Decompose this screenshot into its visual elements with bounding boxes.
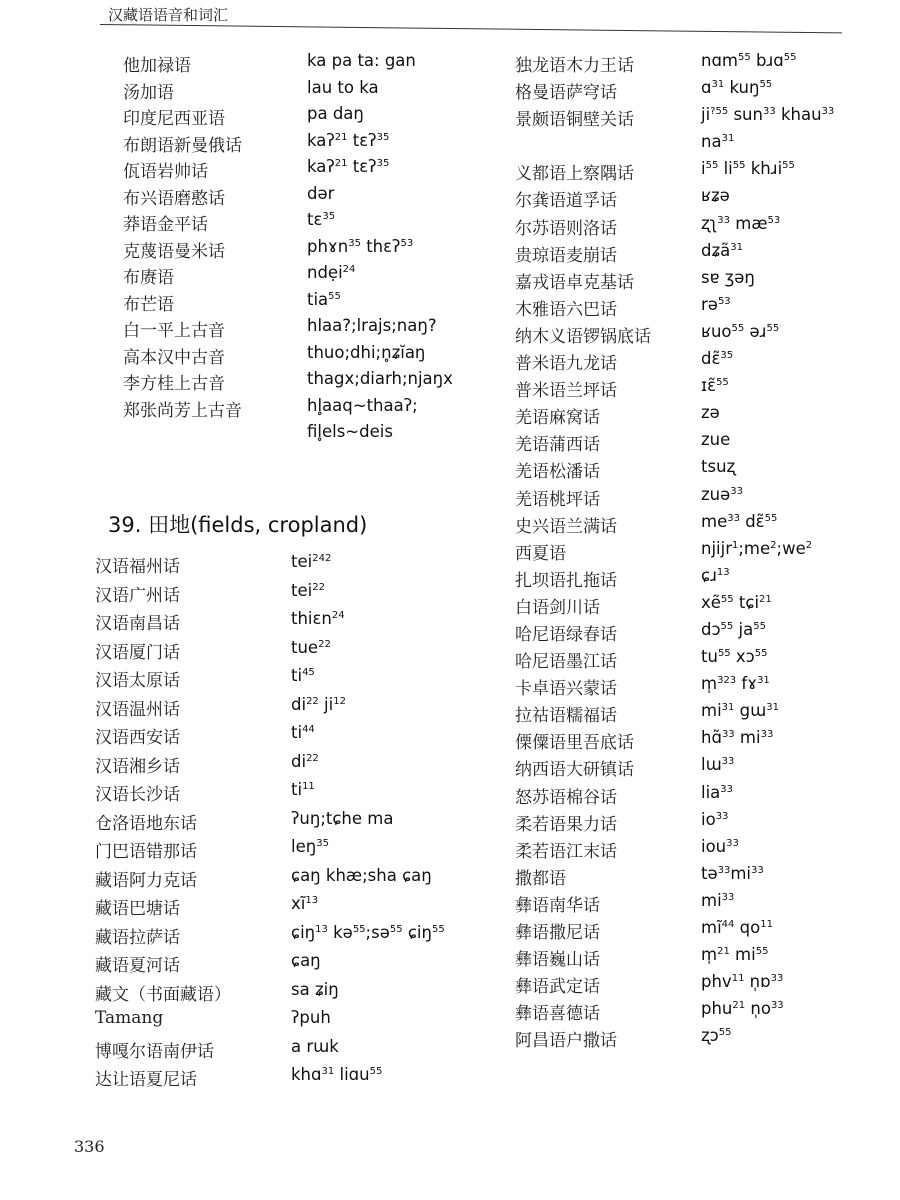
tone-mark: 44 (302, 724, 315, 735)
tone-mark: 21 (717, 946, 730, 958)
language-name: 汉语太原话 (95, 671, 180, 691)
language-name: 嘉戎语卓克基话 (515, 272, 634, 293)
tone-mark: 55 (731, 322, 745, 334)
phonetic-form: $me^{33}$ dɛ̃$^{55}$ (701, 511, 778, 531)
language-name: 汉语南昌话 (95, 614, 180, 634)
phonetic-form: hl̥aaq~thaaʔ; (307, 395, 418, 415)
phonetic-form: tei$^{242}$ (291, 552, 332, 571)
tone-mark: 13 (315, 923, 328, 935)
language-name: 郑张尚芳上古音 (123, 400, 242, 421)
tone-mark: 21 (732, 1000, 746, 1012)
language-name: 藏文（书面藏语） (95, 984, 231, 1005)
tone-mark: 31 (721, 133, 735, 145)
language-name: 哈尼语绿春话 (515, 624, 617, 645)
tone-mark: 33 (730, 485, 744, 497)
phonetic-form: ʔuŋ;tɕhe ma (291, 808, 394, 828)
language-name: 莽语金平话 (123, 215, 208, 235)
language-name: 尔苏语则洛话 (515, 218, 617, 239)
phonetic-form: lau to ka (307, 77, 379, 97)
phonetic-form: m̩$^{21}$ $mi^{55}$ (701, 945, 769, 965)
phonetic-form: khɑ$^{31}$ liɑu$^{55}$ (291, 1065, 383, 1084)
phonetic-form: dər (307, 183, 335, 203)
tone-mark: 55 (352, 923, 366, 935)
language-name: 贵琼语麦崩话 (515, 245, 617, 266)
language-name: 羌语蒲西话 (515, 435, 600, 456)
phonetic-form: tɛ$^{35}$ (307, 210, 336, 229)
tone-mark: 11 (760, 919, 773, 930)
language-name: 彝语武定话 (515, 977, 600, 998)
tone-mark: 55 (782, 160, 795, 172)
language-name: 汉语西安话 (95, 728, 180, 748)
tone-mark: 33 (717, 214, 731, 226)
tone-mark: 33 (821, 106, 835, 118)
phonetic-form: ɕɹ$^{13}$ (701, 565, 730, 585)
phonetic-form: $ti^{44}$ (291, 723, 315, 742)
phonetic-form: dɛ̃$^{35}$ (701, 349, 734, 369)
language-name: 布兴语磨憨话 (123, 188, 225, 209)
language-name: 景颇语铜壁关话 (515, 110, 634, 131)
phonetic-form: rə$^{53}$ (701, 294, 731, 314)
tone-mark: 55 (717, 648, 731, 660)
page-number: 336 (74, 1137, 105, 1156)
language-name: 布朗语新曼俄话 (123, 135, 242, 156)
tone-mark: 55 (766, 322, 780, 334)
tone-mark: 31 (766, 702, 779, 714)
phonetic-form: $mi^{33}$ (701, 890, 735, 910)
language-name: 羌语桃坪话 (515, 489, 600, 510)
tone-mark: 55 (738, 52, 751, 63)
language-name: 纳木义语锣锅底话 (515, 326, 651, 347)
tone-mark: 55 (389, 923, 403, 935)
phonetic-form: $ji^{?55}$ sun$^{33}$ khau$^{33}$ (701, 105, 835, 125)
tone-mark: 31 (721, 702, 735, 714)
phonetic-form: lɯ$^{33}$ (701, 755, 735, 775)
phonetic-form: iou$^{33}$ (701, 836, 739, 856)
language-name: 门巴语错那话 (95, 842, 197, 862)
tone-mark: 55 (718, 1027, 732, 1039)
tone-mark: 55 (716, 377, 729, 389)
phonetic-form: kaʔ$^{21}$ tɛʔ$^{35}$ (307, 157, 390, 176)
tone-mark: 33 (751, 864, 764, 876)
tone-mark: 55 (732, 160, 746, 172)
tone-mark: 21 (334, 158, 348, 169)
phonetic-form: $i^{55}$ $li^{55}$ khɹi$^{55}$ (701, 159, 795, 179)
tone-mark: 35 (376, 158, 390, 169)
phonetic-form: tsuʐ (701, 457, 736, 477)
tone-mark: 55 (720, 620, 734, 632)
language-name: 博嘎尔语南伊话 (95, 1041, 214, 1062)
tone-mark: 35 (376, 131, 390, 143)
phonetic-form: ɑ$^{31}$ kuŋ$^{55}$ (701, 78, 773, 98)
language-name: 克蔑语曼米话 (123, 241, 225, 262)
language-name: 布赓语 (123, 268, 174, 288)
phonetic-form: ɕaŋ (291, 951, 321, 970)
phonetic-form: a rɯk (291, 1036, 339, 1056)
language-name: 白一平上古音 (123, 321, 225, 341)
section-heading: 田地(fields, cropland) (148, 513, 368, 537)
language-name: 尔龚语道孚话 (515, 191, 617, 212)
language-name: 印度尼西亚语 (123, 109, 225, 129)
language-name: 佤语岩帅话 (123, 162, 208, 182)
language-name: 藏语巴塘话 (95, 899, 180, 919)
phonetic-form: sa ʑiŋ (291, 979, 339, 999)
phonetic-form: $ti^{45}$ (291, 666, 315, 685)
phonetic-form: tei$^{22}$ (291, 580, 325, 600)
phonetic-form: $mĩ^{44}$ $qo^{11}$ (701, 918, 773, 937)
language-name: 汉语福州话 (95, 557, 180, 577)
tone-mark: 44 (721, 919, 735, 930)
phonetic-form: ɕaŋ khæ;sha ɕaŋ (291, 865, 432, 885)
tone-mark: 31 (730, 241, 743, 253)
phonetic-form: hlaa?;lrajs;naŋ? (307, 316, 437, 335)
tone-mark: 35 (322, 211, 336, 222)
language-name: 格曼语萨穹话 (515, 83, 617, 104)
tone-mark: 33 (760, 729, 774, 741)
tone-mark: 53 (767, 214, 781, 226)
tone-mark: 31 (711, 79, 725, 91)
tone-mark: 12 (333, 695, 346, 707)
phonetic-form: lia$^{33}$ (701, 782, 734, 802)
language-name: 傈僳语里吾底话 (515, 733, 634, 754)
language-name: 藏语阿力克话 (95, 870, 197, 891)
language-name: 羌语麻窝话 (515, 408, 600, 429)
language-name: 柔若语江末话 (515, 841, 617, 862)
tone-mark: 22 (306, 752, 319, 764)
tone-mark: 55 (759, 79, 773, 91)
language-name: 拉祜语糯福话 (515, 706, 617, 727)
tone-mark: 33 (715, 810, 729, 822)
tone-mark: 33 (721, 729, 735, 741)
language-name: 哈尼语墨江话 (515, 652, 617, 673)
phonetic-form: xẽ$^{55}$ tɕi$^{21}$ (701, 592, 772, 612)
phonetic-form: $di^{22}$ (291, 751, 319, 771)
tone-mark: 24 (342, 264, 356, 275)
phonetic-form: sɐ ʒəŋ (701, 267, 755, 287)
phonetic-form: ka pa ta: gan (307, 51, 416, 70)
language-name: 汉语温州话 (95, 699, 180, 720)
header-rule (100, 24, 842, 33)
phonetic-form: nɑm$^{55}$ bɹɑ$^{55}$ (701, 51, 797, 70)
phonetic-form: kaʔ$^{21}$ tɛʔ$^{35}$ (307, 130, 390, 150)
language-name: 藏语夏河话 (95, 956, 180, 976)
language-name: 白语剑川话 (515, 597, 600, 618)
phonetic-form: ɪɛ̃$^{55}$ (701, 376, 729, 396)
tone-mark: 33 (717, 864, 731, 876)
tone-mark: 1 (732, 539, 739, 551)
tone-mark: 323 (717, 675, 737, 687)
language-name: 高本汉中古音 (123, 347, 225, 368)
tone-mark: 53 (717, 295, 731, 307)
language-name: 汉语广州话 (95, 585, 180, 606)
language-name: 柔若语果力话 (515, 814, 617, 835)
tone-mark: 55 (328, 290, 341, 302)
tone-mark: 21 (759, 593, 772, 605)
language-name: 羌语松潘话 (515, 462, 600, 483)
phonetic-form: ʁʑə (701, 186, 730, 206)
tone-mark: 55 (783, 52, 797, 63)
language-name: 汉语长沙话 (95, 785, 180, 805)
tone-mark: 35 (348, 237, 361, 249)
language-name: 彝语喜德话 (515, 1004, 600, 1025)
phonetic-form: ndẹi$^{24}$ (307, 263, 356, 282)
tone-mark: 33 (727, 512, 740, 524)
tone-mark: 33 (762, 106, 776, 118)
tone-mark: 55 (754, 648, 768, 660)
tone-mark: 55 (764, 512, 778, 524)
language-name: 扎坝语扎拖话 (515, 570, 617, 591)
phonetic-form: ʐɔ$^{55}$ (701, 1026, 732, 1046)
tone-mark: 2 (805, 539, 813, 551)
phonetic-form: thuo;dhi;n̥ʑĭaŋ (307, 342, 426, 362)
phonetic-form: dʑã$^{31}$ (701, 240, 743, 260)
tone-mark: 24 (331, 610, 345, 621)
tone-mark: 242 (312, 553, 332, 564)
phonetic-form: ʔpuh (291, 1008, 331, 1027)
tone-mark: 2 (770, 539, 777, 551)
tone-mark: 31 (321, 1066, 335, 1077)
phonetic-form: ɕiŋ$^{13}$ kə$^{55}$;sə$^{55}$ ɕiŋ$^{55}$ (291, 922, 445, 942)
language-name: 彝语撒尼话 (515, 923, 600, 943)
phonetic-form: fil̥els~deis (307, 422, 393, 441)
phonetic-form: zə (701, 403, 720, 423)
phonetic-form: m̩$^{323}$ fɤ$^{31}$ (701, 674, 770, 694)
tone-mark: 55 (369, 1066, 383, 1077)
tone-mark: 33 (721, 891, 735, 903)
phonetic-form: $njijr^1;me^2;we^2$ (701, 538, 813, 558)
language-name: 李方桂上古音 (123, 374, 225, 394)
tone-mark: 55 (705, 160, 719, 172)
phonetic-form: tue$^{22}$ (291, 637, 331, 657)
tone-mark: 13 (716, 566, 730, 578)
tone-mark: ?55 (710, 106, 729, 118)
language-name: 汤加语 (123, 82, 174, 103)
tone-mark: 35 (720, 350, 734, 362)
language-name: 汉语湘乡话 (95, 756, 180, 777)
language-name: 汉语厦门话 (95, 642, 180, 663)
tone-mark: 33 (720, 783, 734, 795)
language-name: 藏语拉萨话 (95, 927, 180, 948)
language-name: 仓洛语地东话 (95, 813, 197, 834)
language-name: 义都语上察隅话 (515, 164, 634, 185)
phonetic-form: thagx;diarh;njaŋx (307, 369, 453, 388)
phonetic-form: zuə$^{33}$ (701, 484, 744, 504)
phonetic-form: thiɛn$^{24}$ (291, 609, 345, 628)
language-name: 达让语夏尼话 (95, 1070, 197, 1090)
language-name: 普米语九龙话 (515, 354, 617, 375)
phonetic-form: $xĩ^{13}$ (291, 894, 319, 913)
language-name: 西夏语 (515, 543, 566, 564)
tone-mark: 11 (731, 973, 745, 985)
tone-mark: 11 (302, 781, 315, 792)
tone-mark: 21 (334, 131, 348, 143)
tone-mark: 55 (753, 620, 766, 632)
phonetic-form: tia$^{55}$ (307, 289, 341, 309)
tone-mark: 35 (316, 838, 329, 849)
language-name: 木雅语六巴话 (515, 299, 617, 320)
tone-mark: 55 (720, 593, 734, 605)
language-name: 阿昌语户撒话 (515, 1031, 617, 1052)
tone-mark: 22 (312, 581, 325, 593)
tone-mark: 33 (721, 756, 735, 768)
language-name: 纳西语大研镇话 (515, 760, 634, 781)
language-name: 彝语巍山话 (515, 950, 600, 971)
section-number: 39. (108, 513, 142, 537)
tone-mark: 55 (755, 946, 769, 958)
phonetic-form: phɤn$^{35}$ thɛʔ$^{53}$ (307, 236, 414, 256)
phonetic-form: $mi^{31}$ gɯ$^{31}$ (701, 701, 779, 721)
phonetic-form: $tə^{33}mi^{33}$ (701, 863, 764, 883)
phonetic-form: dɔ$^{55}$ $ja^{55}$ (701, 619, 766, 639)
phonetic-form: $ti^{11}$ (291, 780, 315, 799)
phonetic-form: $di^{22}$ $ji^{12}$ (291, 694, 346, 714)
tone-mark: 31 (757, 675, 770, 687)
language-name: 史兴语兰满话 (515, 516, 617, 537)
tone-mark: 53 (400, 237, 414, 249)
phonetic-form: pa daŋ (307, 104, 364, 123)
phonetic-form: phv$^{11}$ n̩ɒ$^{33}$ (701, 972, 784, 992)
phonetic-form: $na^{31}$ (701, 132, 735, 152)
tone-mark: 22 (306, 695, 319, 707)
phonetic-form: zue (701, 430, 731, 450)
phonetic-form: $io^{33}$ (701, 809, 729, 829)
phonetic-form: phu$^{21}$ $n̩o^{33}$ (701, 999, 784, 1019)
tone-mark: 22 (318, 638, 331, 650)
phonetic-form: ʐʅ$^{33}$ $mæ^{53}$ (701, 213, 781, 233)
language-name: 怒苏语棉谷话 (515, 787, 617, 808)
tone-mark: 33 (770, 1000, 784, 1012)
language-name: 彝语南华话 (515, 895, 600, 916)
language-name: 卡卓语兴蒙话 (515, 679, 617, 700)
running-head: 汉藏语语音和词汇 (108, 6, 229, 24)
phonetic-form: hɑ̃$^{33}$ $mi^{33}$ (701, 728, 774, 748)
tone-mark: 13 (305, 895, 319, 906)
tone-mark: 33 (770, 973, 784, 985)
section-title (108, 509, 367, 539)
phonetic-form: $tu^{55}$ xɔ$^{55}$ (701, 647, 768, 667)
language-name: 他加禄语 (123, 56, 191, 76)
language-name: Tamang (95, 1008, 164, 1028)
language-name: 撒都语 (515, 868, 566, 889)
tone-mark: 45 (302, 667, 315, 678)
language-name: 独龙语木力王话 (515, 56, 634, 76)
language-name: 布芒语 (123, 294, 174, 315)
phonetic-form: leŋ$^{35}$ (291, 837, 329, 856)
tone-mark: 33 (726, 837, 739, 849)
language-name: 普米语兰坪话 (515, 381, 617, 402)
phonetic-form: ʁuo$^{55}$ əɹ$^{55}$ (701, 321, 780, 341)
tone-mark: 55 (431, 923, 445, 935)
